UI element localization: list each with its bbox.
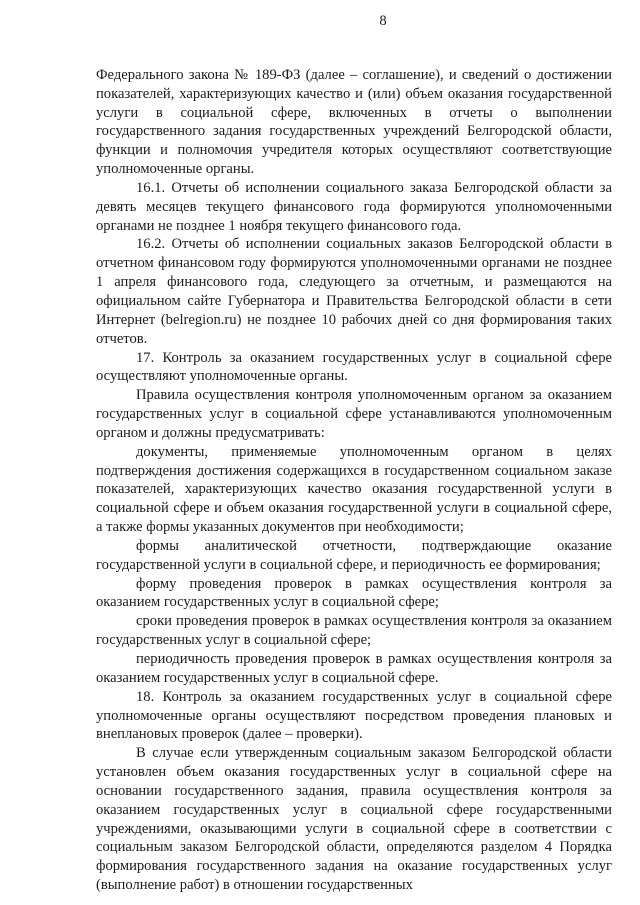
paragraph-state-assignment: В случае если утвержденным социальным заказом Белгородской области установлен объем оказания государственных услуг в социальной сфере на основании государственного задания, правила осуществления контроля за оказанием государственных услуг в социальной сфере государственными учреждениями, оказывающими услуги в социальной сфере в соответствии с социальным заказом Белгородской области, определяются разделом 4 Порядка формирования государственного задания на оказание государственных услуг (выполнение работ) в отношении государственных	[96, 745, 612, 894]
paragraph-17: 17. Контроль за оказанием государственных услуг в социальной сфере осуществляют уполномоченные органы.	[96, 349, 612, 385]
paragraph-16-1: 16.1. Отчеты об исполнении социального заказа Белгородской области за девять месяцев текущего финансового года формируются уполномоченными органами не позднее 1 ноября текущего финансового года.	[96, 179, 612, 234]
paragraph-control-rules: Правила осуществления контроля уполномоченным органом за оказанием государственных услуг в социальной сфере устанавливаются уполномоченным органом и должны предусматривать:	[96, 387, 612, 441]
paragraph-16-2: 16.2. Отчеты об исполнении социальных заказов Белгородской области в отчетном финансовом году формируются уполномоченными органами не позднее 1 апреля финансового года, следующего за отчетным, и размещаются на официальном сайте Губернатора и Правительства Белгородской области в сети Интернет (belregion.ru) не позднее 10 рабочих дней со дня формирования таких отчетов.	[96, 236, 612, 347]
paragraph-inspection-frequency: периодичность проведения проверок в рамках осуществления контроля за оказанием государственных услуг в социальной сфере.	[96, 651, 612, 686]
paragraph-documents: документы, применяемые уполномоченным органом в целях подтверждения достижения содержащихся в государственном социальном заказе показателей, характеризующих качество оказания государственной услуги в социальной сфере и объем оказания государственной услуги в социальной сфере, а также формы указанных документов при необходимости;	[96, 443, 612, 536]
page-number: 8	[379, 13, 387, 29]
paragraph-inspection-form: форму проведения проверок в рамках осуществления контроля за оказанием государственных услуг в социальной сфере;	[96, 575, 612, 611]
paragraph-inspection-terms: сроки проведения проверок в рамках осуществления контроля за оказанием государственных услуг в социальной сфере;	[96, 613, 612, 649]
paragraph-report-forms: формы аналитической отчетности, подтверждающие оказание государственной услуги в социальной сфере, и периодичность ее формирования;	[96, 537, 612, 573]
paragraph-continuation: Федерального закона № 189-ФЗ (далее – соглашение), и сведений о достижении показателей, характеризующих качество и (или) объем оказания государственной услуги в социальной сфере, включенных в отчеты о выполнении государственного задания государственных учреждений Белгородской области, функции и полномочия учредителя которых осуществляют соответствующие уполномоченные органы.	[96, 66, 612, 178]
paragraph-18: 18. Контроль за оказанием государственных услуг в социальной сфере уполномоченные органы осуществляют посредством проведения плановых и внеплановых проверок (далее – проверки).	[96, 688, 612, 743]
